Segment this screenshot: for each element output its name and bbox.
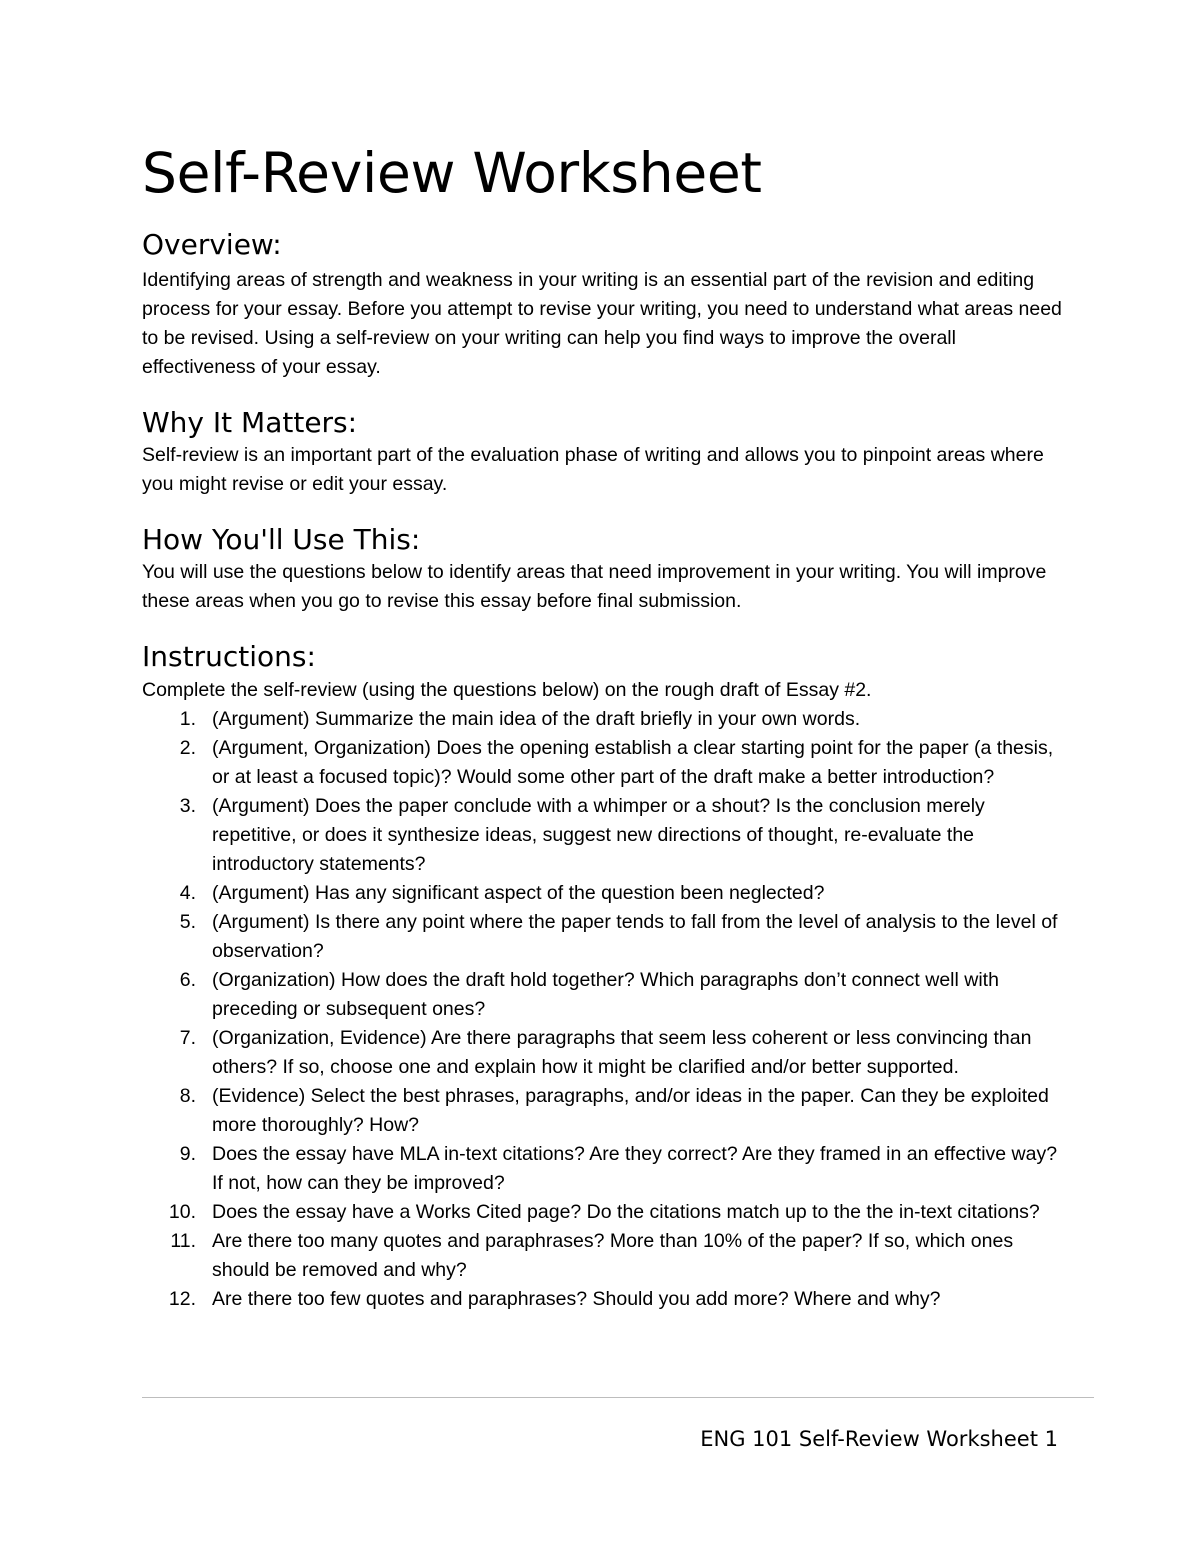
question-number: 12. — [168, 1288, 196, 1310]
question-number: 6. — [179, 969, 196, 991]
question-item — [142, 966, 1072, 1024]
question-text: Are there too few quotes and paraphrases? Should you add more? Where and why? — [212, 1288, 941, 1310]
question-number: 7. — [179, 1027, 196, 1049]
question-number: 11. — [170, 1230, 196, 1252]
instructions-heading: Instructions: — [142, 640, 316, 673]
question-item — [142, 734, 1072, 792]
question-item — [142, 879, 1072, 908]
footer-divider — [142, 1397, 1094, 1398]
question-number: 10. — [168, 1201, 196, 1223]
question-item — [142, 1198, 1072, 1227]
question-text: Does the essay have MLA in-text citations? Are they correct? Are they framed in an effective way? If not, how can they be improved? — [212, 1143, 1058, 1194]
question-number: 4. — [179, 882, 196, 904]
page-footer — [700, 1425, 1058, 1453]
why-it-matters-heading: Why It Matters: — [142, 406, 358, 439]
question-item — [142, 792, 1072, 879]
question-item — [142, 1024, 1072, 1082]
how-youll-use-this-text: You will use the questions below to identify areas that need improvement in your writing. You will improve these areas when you go to revise this essay before final submission. — [142, 561, 1047, 612]
question-text: (Argument) Has any significant aspect of the question been neglected? — [212, 882, 825, 904]
overview-text: Identifying areas of strength and weakness in your writing is an essential part of the revision and editing process for your essay. Before you attempt to revise your writing, you need to understand what areas need to be revised. Using a self-review on your writing can help you find ways to improve the overall effectiveness of your essay. — [142, 269, 1062, 378]
page-title: Self-Review Worksheet — [142, 141, 762, 205]
how-youll-use-this-heading: How You'll Use This: — [142, 523, 421, 556]
question-item — [142, 1082, 1072, 1140]
questions-list — [142, 705, 1072, 1314]
question-text: (Argument) Is there any point where the paper tends to fall from the level of analysis to the level of observation? — [212, 911, 1058, 962]
question-item — [142, 705, 1072, 734]
question-text: (Argument) Does the paper conclude with a whimper or a shout? Is the conclusion merely repetitive, or does it synthesize ideas, suggest new directions of thought, re-evaluate the introductory statements? — [212, 795, 985, 875]
question-number: 2. — [179, 737, 196, 759]
question-number: 3. — [179, 795, 196, 817]
overview-heading: Overview: — [142, 228, 282, 261]
question-text: (Evidence) Select the best phrases, paragraphs, and/or ideas in the paper. Can they be exploited more thoroughly? How? — [212, 1085, 1049, 1136]
footer-label: ENG 101 Self-Review Worksheet — [700, 1427, 1038, 1451]
question-text: (Argument, Organization) Does the opening establish a clear starting point for the paper (a thesis, or at least a focused topic)? Would some other part of the draft make a better introduction? — [212, 737, 1054, 788]
question-item — [142, 1285, 1072, 1314]
instructions-text: Complete the self-review (using the questions below) on the rough draft of Essay #2. — [142, 679, 872, 701]
question-number: 1. — [179, 708, 196, 730]
question-text: (Organization, Evidence) Are there paragraphs that seem less coherent or less convincing than others? If so, choose one and explain how it might be clarified and/or better supported. — [212, 1027, 1032, 1078]
question-item — [142, 1227, 1072, 1285]
question-number: 5. — [179, 911, 196, 933]
question-text: Are there too many quotes and paraphrases? More than 10% of the paper? If so, which ones should be removed and why? — [212, 1230, 1014, 1281]
question-item — [142, 908, 1072, 966]
question-text: (Organization) How does the draft hold together? Which paragraphs don’t connect well with preceding or subsequent ones? — [212, 969, 999, 1020]
question-item — [142, 1140, 1072, 1198]
page-number: 1 — [1044, 1427, 1058, 1451]
question-number: 9. — [179, 1143, 196, 1165]
question-text: (Argument) Summarize the main idea of the draft briefly in your own words. — [212, 708, 861, 730]
question-text: Does the essay have a Works Cited page? Do the citations match up to the the in-text citations? — [212, 1201, 1040, 1223]
question-number: 8. — [179, 1085, 196, 1107]
why-it-matters-text: Self-review is an important part of the evaluation phase of writing and allows you to pinpoint areas where you might revise or edit your essay. — [142, 444, 1044, 495]
